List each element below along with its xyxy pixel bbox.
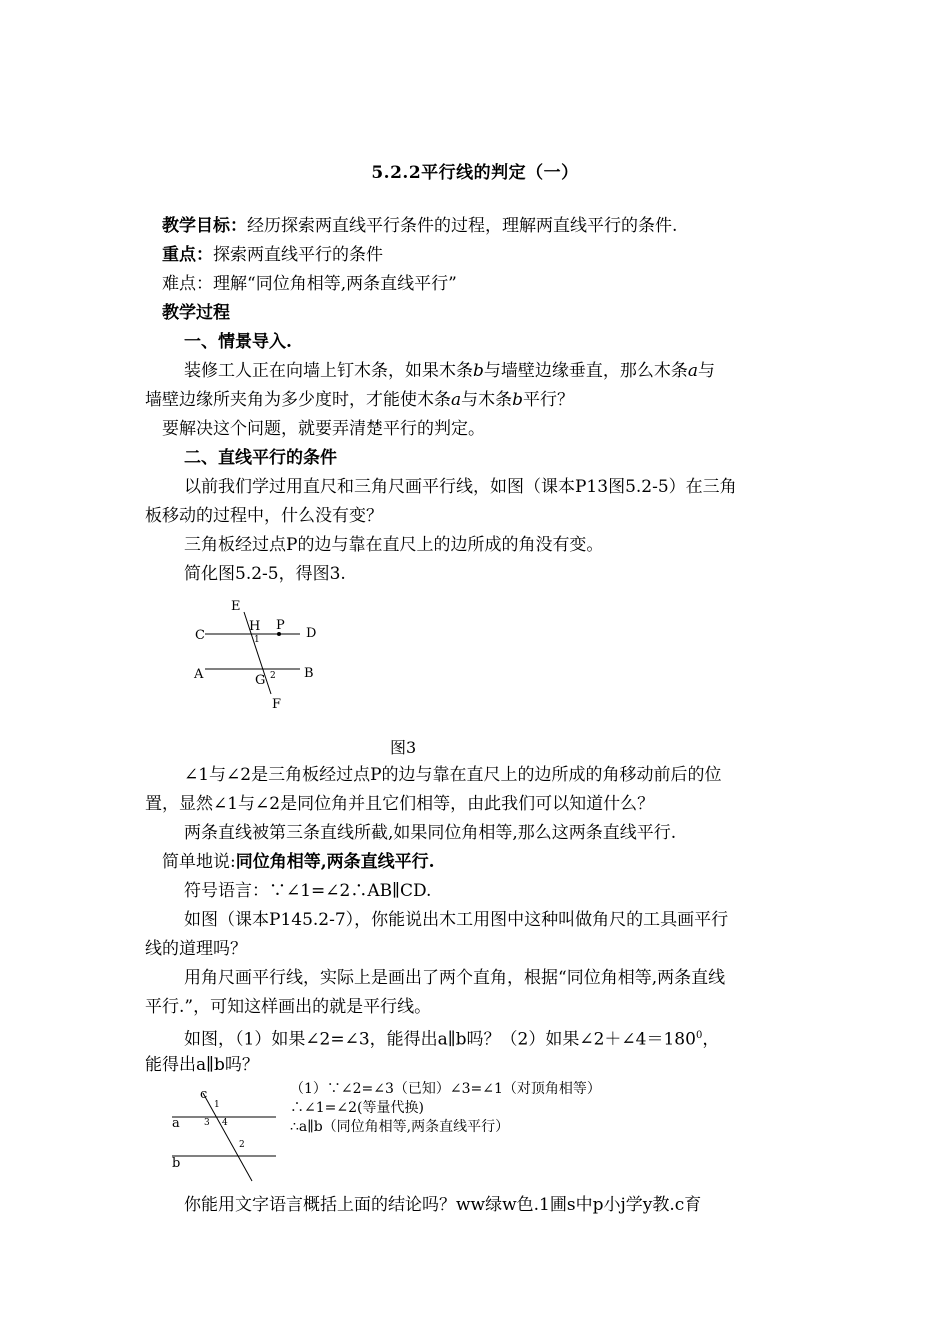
label-angle-3: 3	[204, 1118, 210, 1128]
paragraph-3-line-1: 以前我们学过用直尺和三角尺画平行线，如图（课本P13图5.2-5）在三角	[184, 477, 737, 497]
process-heading: 教学过程	[162, 303, 230, 323]
figure-3-caption: 图3	[390, 738, 417, 757]
paragraph-2: 要解决这个问题，就要弄清楚平行的判定。	[162, 419, 485, 439]
label-line-a: a	[172, 1116, 180, 1131]
paragraph-10-line-2: 线的道理吗？	[145, 939, 247, 959]
label-a: A	[194, 667, 204, 682]
key-point: 重点：探索两直线平行的条件	[162, 245, 383, 265]
label-b: B	[304, 666, 314, 681]
label-c: C	[195, 628, 205, 643]
label-line-b: b	[172, 1156, 181, 1171]
paragraph-10-line-1: 如图（课本P145.2-7），你能说出木工用图中这种叫做角尺的工具画平行	[184, 910, 729, 930]
section-heading-2: 二、直线平行的条件	[184, 448, 337, 468]
paragraph-1-line-2: 墙壁边缘所夹角为多少度时，才能使木条a与木条b平行？	[145, 390, 575, 410]
paragraph-6-line-1: ∠1与∠2是三角板经过点P的边与靠在直尺上的边所成的角移动前后的位	[184, 765, 722, 785]
paragraph-9: 符号语言：∵∠1=∠2∴AB∥CD.	[184, 881, 432, 901]
paragraph-11-line-1: 用角尺画平行线，实际上是画出了两个直角，根据“同位角相等,两条直线	[184, 968, 726, 988]
paragraph-3-line-2: 板移动的过程中，什么没有变？	[145, 506, 383, 526]
proof-line-1: （1）∵∠2=∠3（已知）∠3=∠1（对顶角相等）	[290, 1081, 601, 1097]
paragraph-1-line-1: 装修工人正在向墙上钉木条，如果木条b与墙壁边缘垂直，那么木条a与	[184, 361, 716, 381]
label-e: E	[231, 599, 241, 614]
label-line-c: c	[200, 1087, 208, 1102]
paragraph-12-line-2: 能得出a∥b吗？	[145, 1055, 259, 1075]
proof-line-2: ∴∠1=∠2(等量代换)	[290, 1100, 424, 1116]
label-h: H	[249, 619, 261, 634]
teaching-goal: 教学目标：经历探索两直线平行条件的过程，理解两直线平行的条件.	[162, 216, 678, 236]
difficulty: 难点：理解“同位角相等,两条直线平行”	[162, 274, 457, 294]
label-d: D	[306, 626, 317, 641]
paragraph-7: 两条直线被第三条直线所截,如果同位角相等,那么这两条直线平行.	[184, 823, 677, 843]
proof-line-3: ∴a∥b（同位角相等,两条直线平行）	[290, 1119, 510, 1135]
paragraph-6-line-2: 置，显然∠1与∠2是同位角并且它们相等，由此我们可以知道什么？	[145, 794, 655, 814]
paragraph-5: 简化图5.2-5，得图3.	[184, 564, 346, 584]
label-f: F	[272, 697, 282, 712]
paragraph-8: 简单地说:同位角相等,两条直线平行.	[162, 852, 435, 872]
paragraph-11-line-2: 平行.”，可知这样画出的就是平行线。	[145, 997, 432, 1017]
label-angle-2: 2	[270, 671, 276, 681]
label-angle-4: 4	[222, 1118, 228, 1128]
label-angle-1: 1	[214, 1100, 220, 1110]
line-c	[203, 1093, 252, 1181]
label-g: G	[255, 673, 266, 688]
label-angle-2: 2	[239, 1140, 245, 1150]
page-title: 5.2.2平行线的判定（一）	[371, 163, 579, 183]
paragraph-13: 你能用文字语言概括上面的结论吗？ww绿w色.1圃s中p小j学y教.c育	[184, 1195, 702, 1215]
label-p: P	[276, 618, 285, 633]
paragraph-12-line-1: 如图，（1）如果∠2=∠3，能得出a∥b吗？（2）如果$\angle 2+\angle 4=180^0$，	[184, 1029, 720, 1050]
section-heading-1: 一、情景导入.	[184, 332, 292, 352]
paragraph-4: 三角板经过点P的边与靠在直尺上的边所成的角没有变。	[184, 535, 604, 555]
label-angle-1: 1	[254, 635, 260, 645]
